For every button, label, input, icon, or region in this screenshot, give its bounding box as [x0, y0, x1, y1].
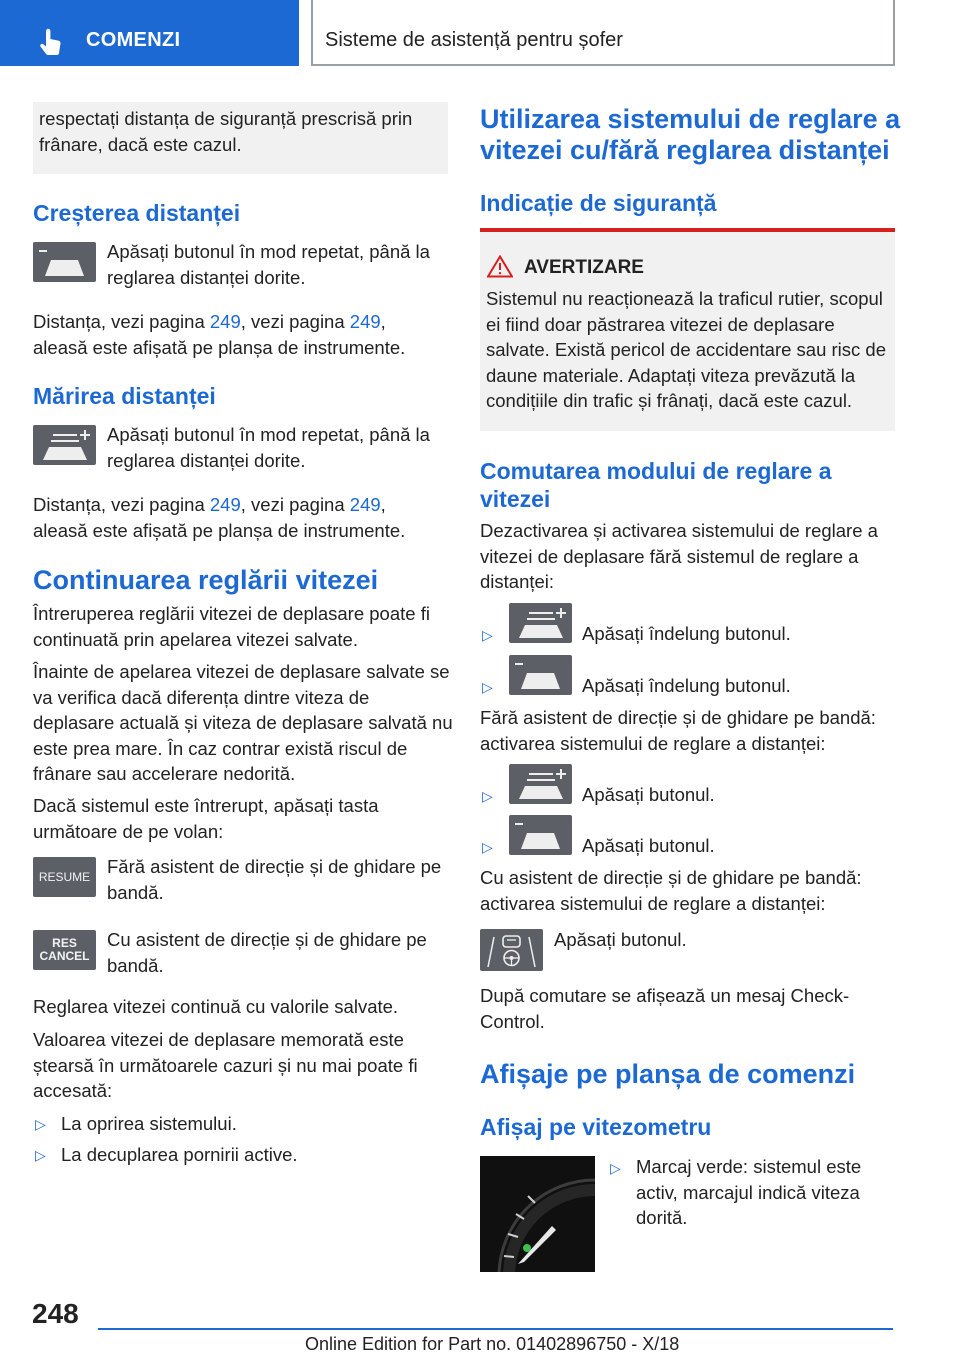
heading-enlarge-distance: Mărirea distanței	[33, 383, 216, 409]
distance-minus-icon	[509, 815, 572, 855]
heading-instrument-displays: Afișaje pe planșa de comenzi	[480, 1059, 856, 1089]
chapter-tab-label: COMENZI	[86, 29, 181, 51]
section-title: Sisteme de asistență pentru șofer	[325, 29, 623, 51]
step-long-press-1: Apăsați îndelung butonul.	[582, 623, 791, 644]
bullet-marker: ▷	[482, 627, 493, 643]
distance-increase-button-image	[509, 764, 572, 804]
with-assist-intro: Cu asistent de direcție și de ghidare pe bandă: activarea sistemului de reglare a distanței:	[480, 867, 862, 914]
resume-button-label: RESUME	[38, 870, 91, 884]
res-cancel-description: Cu asistent de direcție și de ghidare pe bandă.	[107, 929, 427, 976]
distance-minus-icon	[33, 242, 96, 282]
page-header	[0, 0, 960, 66]
heading-switch-mode: Comutarea modului de reglare a vitezei	[480, 458, 832, 512]
increase-instruction: Apăsați butonul în mod repetat, până la reglarea distanței dorite.	[107, 241, 430, 288]
list-item: La decuplarea pornirii active.	[61, 1144, 298, 1165]
heading-continue-speed: Continuarea reglării vitezei	[33, 565, 379, 595]
warning-title: AVERTIZARE	[524, 257, 644, 278]
reference-text: ,	[380, 311, 386, 332]
continue-para-2: Înainte de apelarea vitezei de deplasare salvate se va verifica dacă diferența dintre viteza de deplasare actuală și viteza de deplasare salvată nu este prea mare. În caz contrar există riscul de frânare sau accelerare nedorită.	[33, 661, 453, 784]
page-link[interactable]: 249	[209, 311, 241, 332]
header-divider	[893, 0, 895, 66]
resume-button-image	[33, 857, 96, 897]
distance-plus-icon	[509, 603, 572, 643]
continue-para-4: Reglarea vitezei continuă cu valorile salvate.	[33, 996, 399, 1017]
step-press-1: Apăsați butonul.	[582, 784, 715, 805]
steering-assist-icon	[480, 929, 543, 971]
bullet-marker: ▷	[35, 1116, 46, 1132]
chapter-tab[interactable]	[0, 0, 299, 66]
step-press-2: Apăsați butonul.	[582, 835, 715, 856]
warning-triangle-icon	[487, 255, 513, 278]
distance-increase-button-image	[33, 425, 96, 465]
bullet-marker: ▷	[482, 839, 493, 855]
page-number: 248	[32, 1298, 79, 1329]
reference-text: aleasă este afișată pe planșa de instrumente.	[33, 336, 406, 358]
res-cancel-button-label	[33, 930, 96, 970]
hand-pointer-icon	[38, 28, 64, 56]
note-box	[33, 102, 448, 174]
heading-use-cruise-control: Utilizarea sistemului de reglare a vitezei cu/fără reglarea distanței	[480, 104, 901, 165]
continue-para-5: Valoarea vitezei de deplasare memorată este ștearsă în următoarele cazuri și nu mai poate fi accesată:	[33, 1029, 418, 1101]
reference-text: , vezi pagina	[240, 494, 350, 515]
heading-speedometer-display: Afișaj pe vitezometru	[480, 1114, 712, 1140]
distance-plus-icon	[33, 425, 96, 465]
warning-text: Sistemul nu reacționează la traficul rutier, scopul ei fiind doar păstrarea vitezei de deplasare salvate. Există pericol de accidentare sau risc de daune materiale. Adaptați viteza prevăzută la condițiile din trafic și frânați, dacă este cazul.	[486, 288, 887, 411]
header-divider	[311, 64, 895, 66]
edition-footer: Online Edition for Part no. 01402896750 - X/18	[305, 1334, 680, 1354]
bullet-marker: ▷	[482, 788, 493, 804]
footer-divider	[98, 1328, 893, 1330]
increase-reference	[33, 309, 453, 360]
reference-text: , vezi pagina	[240, 311, 350, 332]
bullet-marker: ▷	[482, 679, 493, 695]
bullet-marker: ▷	[35, 1147, 46, 1163]
speedometer-bullet-text: Marcaj verde: sistemul este activ, marcajul indică viteza dorită.	[636, 1156, 862, 1228]
speedometer-image	[480, 1156, 595, 1272]
steering-assist-button-image	[480, 929, 543, 971]
res-cancel-button-image	[33, 930, 96, 970]
note-text: respectați distanța de siguranță prescrisă prin frânare, dacă este cazul.	[39, 108, 413, 155]
distance-decrease-button-image	[509, 815, 572, 855]
heading-safety-note: Indicație de siguranță	[480, 190, 717, 216]
page-link[interactable]: 249	[349, 494, 381, 515]
distance-decrease-button-image	[509, 655, 572, 695]
page-link[interactable]: 249	[349, 311, 381, 332]
list-item: La oprirea sistemului.	[61, 1113, 237, 1134]
res-cancel-line-1: RES	[52, 936, 77, 950]
reference-text: Distanța, vezi pagina	[33, 311, 210, 332]
reference-text: aleasă este afișată pe planșa de instrumente.	[33, 519, 406, 541]
switch-intro: Dezactivarea și activarea sistemului de reglare a vitezei de deplasare fără sistemul de reglare a distanței:	[480, 520, 878, 592]
bullet-marker: ▷	[610, 1160, 621, 1176]
distance-decrease-button-image	[33, 242, 96, 282]
continue-para-3: Dacă sistemul este întrerupt, apăsați tasta următoare de pe volan:	[33, 795, 379, 842]
continue-para-1: Întreruperea reglării vitezei de deplasare poate fi continuată prin apelarea vitezei salvate.	[33, 603, 430, 650]
no-assist-intro: Fără asistent de direcție și de ghidare pe bandă: activarea sistemului de reglare a distanței:	[480, 707, 876, 754]
distance-plus-icon	[509, 764, 572, 804]
res-cancel-line-2: CANCEL	[39, 949, 90, 963]
after-switch-text: După comutare se afișează un mesaj Check-Control.	[480, 985, 850, 1032]
reference-text: ,	[380, 494, 386, 515]
step-press-3: Apăsați butonul.	[554, 929, 687, 950]
resume-description: Fără asistent de direcție și de ghidare pe bandă.	[107, 856, 442, 903]
page-link[interactable]: 249	[209, 494, 241, 515]
enlarge-instruction: Apăsați butonul în mod repetat, până la reglarea distanței dorite.	[107, 424, 430, 471]
heading-increase-distance: Creșterea distanței	[33, 200, 241, 226]
enlarge-reference	[33, 492, 453, 543]
speedometer-needle-icon	[480, 1156, 595, 1272]
warning-box	[480, 232, 895, 431]
step-long-press-2: Apăsați îndelung butonul.	[582, 675, 791, 696]
reference-text: Distanța, vezi pagina	[33, 494, 210, 515]
distance-increase-button-image	[509, 603, 572, 643]
distance-minus-icon	[509, 655, 572, 695]
header-divider	[311, 0, 313, 66]
